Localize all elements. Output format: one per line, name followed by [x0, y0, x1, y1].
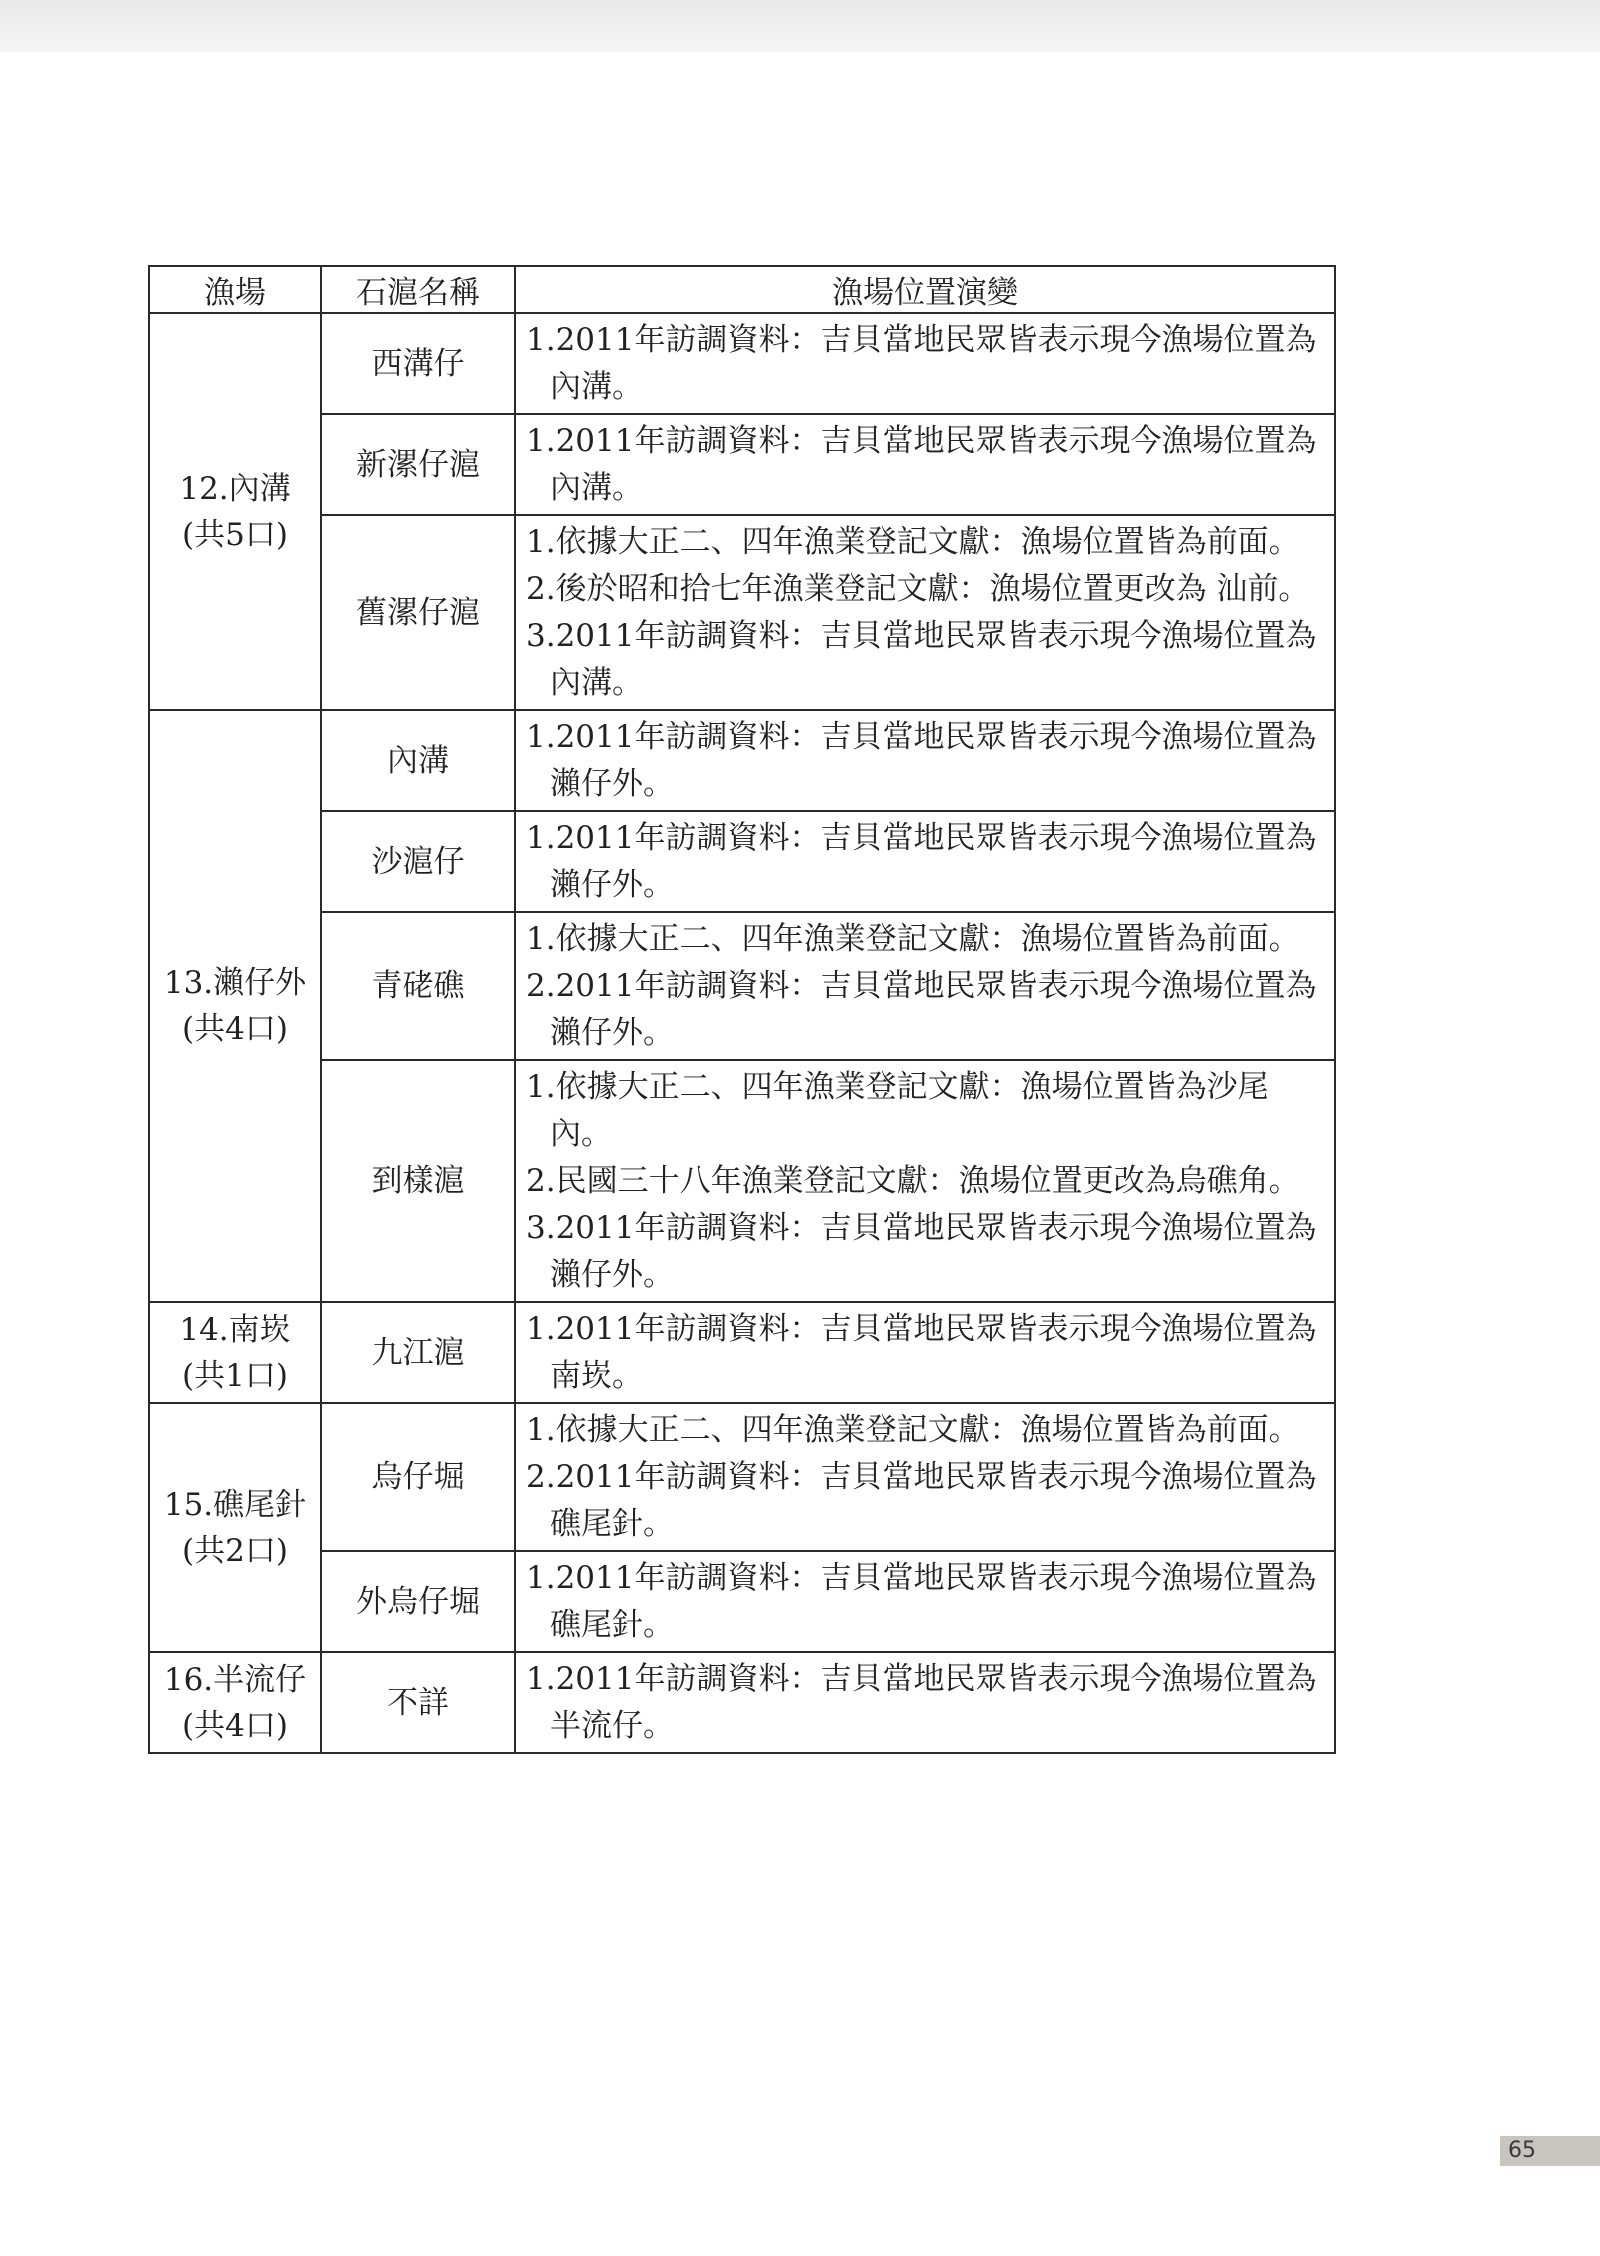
header-weir-name: 石滬名稱	[321, 266, 515, 313]
history-note: 1.2011年訪調資料：吉貝當地民眾皆表示現今漁場位置為礁尾針。	[526, 1560, 1317, 1643]
location-history-cell	[515, 912, 1335, 1060]
fishing-ground-name: 14.南崁	[179, 1311, 291, 1348]
history-note: 1.2011年訪調資料：吉貝當地民眾皆表示現今漁場位置為內溝。	[526, 322, 1317, 405]
weir-count: (共2口)	[182, 1532, 288, 1569]
history-note: 1.依據大正二、四年漁業登記文獻：漁場位置皆為前面。	[526, 921, 1300, 957]
weir-count: (共4口)	[182, 1011, 288, 1047]
history-note: 2.2011年訪調資料：吉貝當地民眾皆表示現今漁場位置為瀨仔外。	[526, 968, 1317, 1051]
history-note: 1.2011年訪調資料：吉貝當地民眾皆表示現今漁場位置為南崁。	[526, 1311, 1317, 1394]
table-row	[149, 1302, 1335, 1403]
table-row	[149, 912, 1335, 1060]
location-history-cell	[515, 710, 1335, 811]
location-history-cell	[515, 811, 1335, 912]
fishing-ground-name: 12.內溝	[179, 470, 291, 507]
location-history-cell	[515, 515, 1335, 710]
weir-name: 青硓礁	[321, 912, 515, 1060]
scan-top-edge	[0, 0, 1600, 52]
weir-name: 九江滬	[321, 1302, 515, 1403]
fishing-ground-cell	[149, 710, 321, 1302]
history-note: 1.2011年訪調資料：吉貝當地民眾皆表示現今漁場位置為內溝。	[526, 423, 1317, 506]
weir-name: 烏仔堀	[321, 1403, 515, 1551]
weir-count: (共1口)	[182, 1357, 288, 1394]
history-note: 2.民國三十八年漁業登記文獻：漁場位置更改為烏礁角。	[526, 1163, 1300, 1199]
location-history-cell	[515, 1302, 1335, 1403]
page-number: 65	[1500, 2136, 1600, 2166]
fishing-ground-name: 15.礁尾針	[163, 1486, 307, 1523]
location-history-cell	[515, 414, 1335, 515]
fishing-ground-name: 13.瀨仔外	[163, 965, 307, 1001]
location-history-cell	[515, 1652, 1335, 1753]
table-row	[149, 313, 1335, 414]
location-history-cell	[515, 1551, 1335, 1652]
weir-name: 舊漯仔滬	[321, 515, 515, 710]
table-row	[149, 1551, 1335, 1652]
weir-count: (共4口)	[182, 1707, 288, 1744]
header-location-history: 漁場位置演變	[515, 266, 1335, 313]
table-row	[149, 414, 1335, 515]
history-note: 3.2011年訪調資料：吉貝當地民眾皆表示現今漁場位置為瀨仔外。	[526, 1210, 1317, 1293]
fishing-ground-cell	[149, 313, 321, 710]
fishing-ground-cell	[149, 1403, 321, 1652]
history-note: 1.2011年訪調資料：吉貝當地民眾皆表示現今漁場位置為瀨仔外。	[526, 719, 1317, 802]
weir-name: 內溝	[321, 710, 515, 811]
table-row	[149, 1652, 1335, 1753]
header-fishing-ground: 漁場	[149, 266, 321, 313]
weir-name: 沙滬仔	[321, 811, 515, 912]
history-note: 1.依據大正二、四年漁業登記文獻：漁場位置皆為前面。	[526, 524, 1300, 560]
table-row	[149, 515, 1335, 710]
table-row	[149, 811, 1335, 912]
weir-name: 外烏仔堀	[321, 1551, 515, 1652]
history-note: 3.2011年訪調資料：吉貝當地民眾皆表示現今漁場位置為內溝。	[526, 618, 1317, 701]
location-history-cell	[515, 1403, 1335, 1551]
weir-count: (共5口)	[182, 516, 288, 553]
history-note: 1.2011年訪調資料：吉貝當地民眾皆表示現今漁場位置為瀨仔外。	[526, 820, 1317, 903]
weir-name: 到樣滬	[321, 1060, 515, 1302]
fishing-ground-cell	[149, 1302, 321, 1403]
weir-name: 新漯仔滬	[321, 414, 515, 515]
weir-name: 西溝仔	[321, 313, 515, 414]
location-history-cell	[515, 313, 1335, 414]
history-note: 2.後於昭和拾七年漁業登記文獻：漁場位置更改為 汕前。	[526, 571, 1310, 607]
table-row	[149, 1060, 1335, 1302]
history-note: 1.依據大正二、四年漁業登記文獻：漁場位置皆為沙尾內。	[526, 1069, 1269, 1152]
weir-name: 不詳	[321, 1652, 515, 1753]
table-header-row	[149, 266, 1335, 313]
table-row	[149, 710, 1335, 811]
table-row	[149, 1403, 1335, 1551]
fishing-ground-cell	[149, 1652, 321, 1753]
location-history-cell	[515, 1060, 1335, 1302]
fishing-ground-name: 16.半流仔	[163, 1661, 307, 1698]
history-note: 2.2011年訪調資料：吉貝當地民眾皆表示現今漁場位置為礁尾針。	[526, 1459, 1317, 1542]
history-note: 1.依據大正二、四年漁業登記文獻：漁場位置皆為前面。	[526, 1412, 1300, 1448]
history-note: 1.2011年訪調資料：吉貝當地民眾皆表示現今漁場位置為半流仔。	[526, 1661, 1317, 1744]
fishing-ground-table	[148, 265, 1336, 1754]
